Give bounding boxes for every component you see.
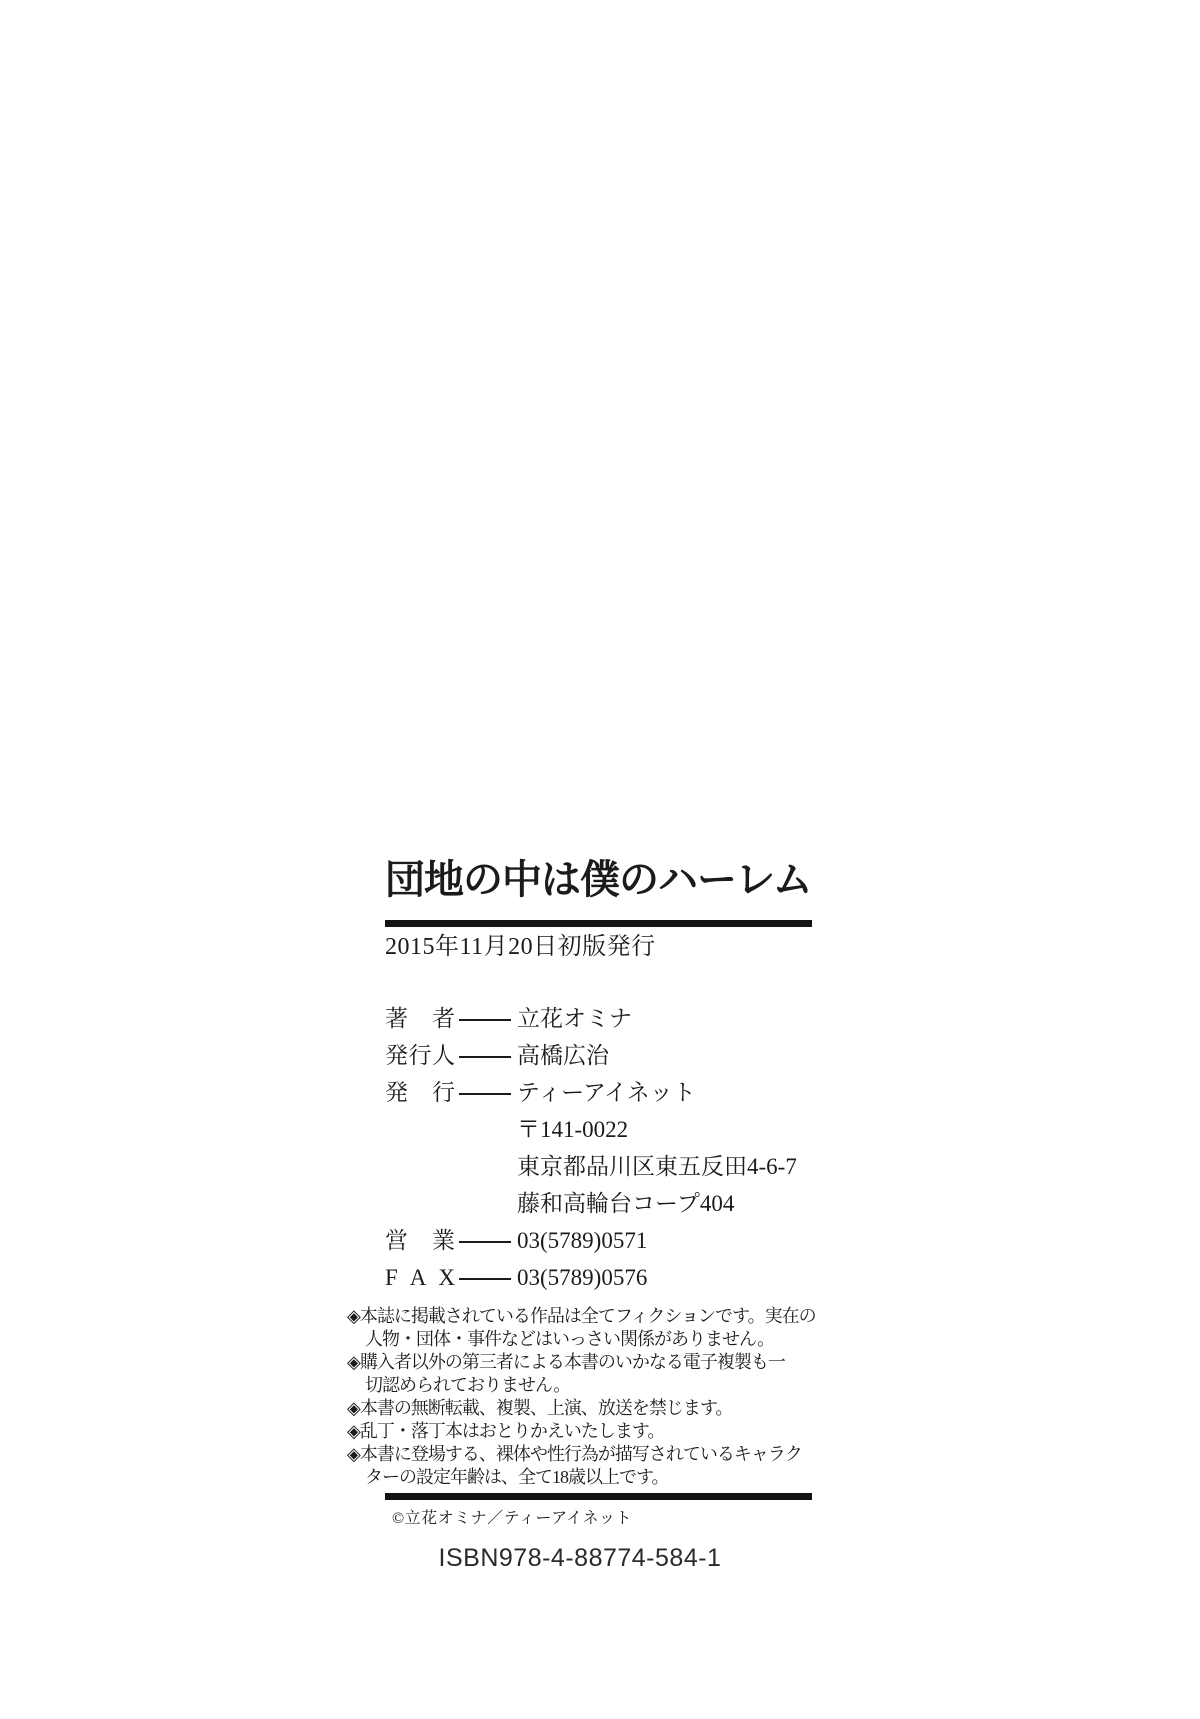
isbn: ISBN978-4-88774-584-1 <box>438 1544 722 1572</box>
notice-line: 切認められておりません。 <box>365 1375 571 1395</box>
pub-row-author <box>385 1004 813 1041</box>
copyright-line: ©立花オミナ／ティーアイネット <box>392 1510 632 1527</box>
pub-row-value: 藤和高輪台コープ404 <box>517 1191 735 1216</box>
title-rule <box>385 920 812 927</box>
label-dash <box>459 1056 511 1058</box>
edition-date: 2015年11月20日初版発行 <box>385 934 656 960</box>
legal-notices <box>347 1305 816 1489</box>
pub-row-label: 営 業 <box>385 1228 455 1253</box>
pub-row-label: 発行人 <box>385 1043 455 1068</box>
book-title: 団地の中は僕のハーレム <box>385 857 812 902</box>
pub-row-address-2 <box>385 1189 813 1226</box>
notice-line: ◈購入者以外の第三者による本書のいかなる電子複製も一 <box>347 1352 785 1372</box>
notice-line: ◈本誌に掲載されている作品は全てフィクションです。実在の <box>347 1306 816 1326</box>
notice-line: 人物・団体・事件などはいっさい関係がありません。 <box>365 1329 775 1349</box>
pub-row-value: 〒141-0022 <box>517 1117 629 1142</box>
label-dash <box>459 1093 511 1095</box>
pub-row-postal-code <box>385 1115 813 1152</box>
notice-line: ◈乱丁・落丁本はおとりかえいたします。 <box>347 1421 665 1441</box>
pub-row-address-1 <box>385 1152 813 1189</box>
pub-row-value: 立花オミナ <box>517 1006 632 1031</box>
notice-line: ◈本書の無断転載、複製、上演、放送を禁じます。 <box>347 1398 733 1418</box>
pub-row-label: 著 者 <box>385 1006 455 1031</box>
publication-info <box>385 1004 813 1300</box>
bottom-rule <box>385 1493 812 1500</box>
pub-row-fax <box>385 1263 813 1300</box>
label-dash <box>459 1019 511 1021</box>
pub-row-value: ティーアイネット <box>517 1080 696 1105</box>
pub-row-value: 高橋広治 <box>517 1043 609 1068</box>
notice-line: ◈本書に登場する、裸体や性行為が描写されているキャラク <box>347 1444 802 1464</box>
pub-row-value: 03(5789)0576 <box>517 1265 648 1290</box>
label-dash <box>459 1278 511 1280</box>
pub-row-label: 発 行 <box>385 1080 455 1105</box>
notice-line: ターの設定年齢は、全て18歳以上です。 <box>365 1467 669 1487</box>
colophon <box>347 856 816 1573</box>
label-dash <box>459 1241 511 1243</box>
pub-row-publisher <box>385 1078 813 1115</box>
pub-row-value: 03(5789)0571 <box>517 1228 648 1253</box>
pub-row-label: F A X <box>385 1265 455 1290</box>
pub-row-publisher-person <box>385 1041 813 1078</box>
pub-row-value: 東京都品川区東五反田4-6-7 <box>517 1154 797 1179</box>
pub-row-sales-phone <box>385 1226 813 1263</box>
